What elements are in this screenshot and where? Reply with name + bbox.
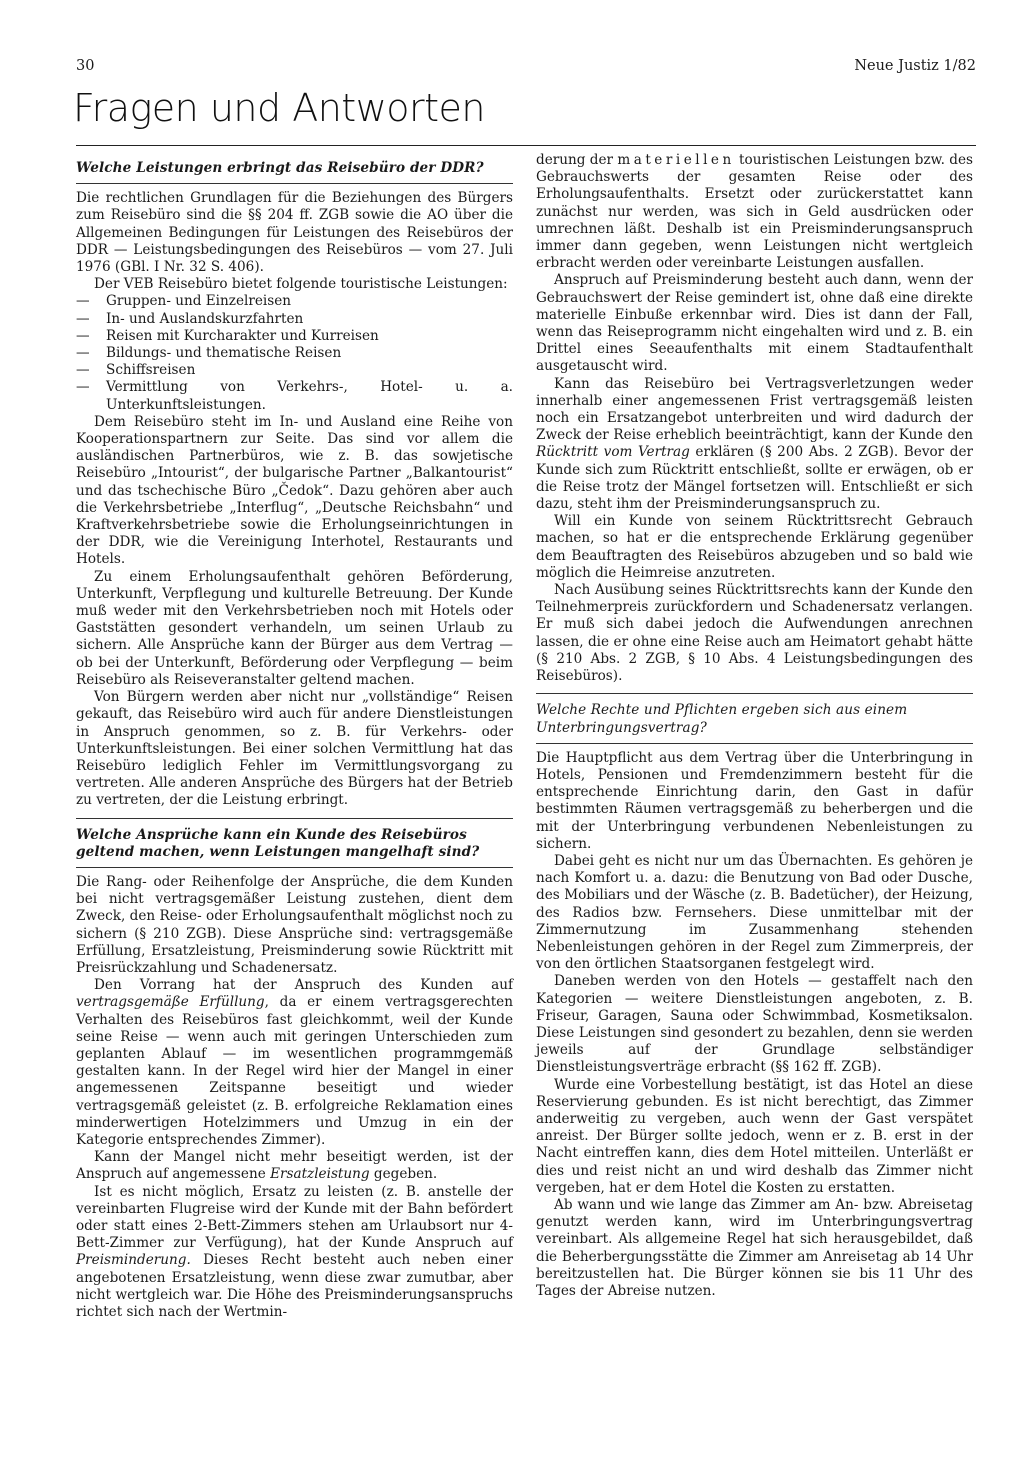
paragraph: Anspruch auf Preisminderung besteht auch dann, wenn der Gebrauchswert der Reise gemindert ist, ohne daß eine direkte materielle Einbuße erkennbar wird. Dies ist dann der Fall, wenn das Reiseprogramm nicht eingehalten wird und z. B. ein Drittel eines Seeaufenthalts mit einem Stadtaufenthalt ausgetauscht wird. <box>536 272 973 375</box>
list-item: — Reisen mit Kurcharakter und Kurreisen <box>76 328 513 345</box>
paragraph: Die rechtlichen Grundlagen für die Beziehungen des Bürgers zum Reisebüro sind die §§ 204 ff. ZGB sowie die AO über die Allgemeinen Bedingungen für Leistungen des Reisebüros der DDR — Leistungsbedingungen des Reisebüros — vom 27. Juli 1976 (GBl. I Nr. 32 S. 406). <box>76 190 513 276</box>
emphasis: Rücktritt vom Vertrag <box>536 444 690 461</box>
question-rule <box>76 818 513 819</box>
paragraph <box>536 376 973 514</box>
journal-issue: Neue Justiz 1/82 <box>854 58 976 74</box>
right-column <box>536 152 973 1300</box>
title-rule <box>76 145 976 146</box>
list-item: — Schiffsreisen <box>76 362 513 379</box>
paragraph: Wurde eine Vorbestellung bestätigt, ist das Hotel an diese Reservierung gebunden. Es ist nicht berechtigt, das Zimmer anderweitig zu vergeben, auch wenn der Gast verspätet anreist. Der Bürger sollte jedoch, wenn er z. B. erst in der Nacht eintreffen kann, dies dem Hotel mitteilen. Unterläßt er dies und reist nicht an und wird deshalb das Zimmer nicht vergeben, hat er dem Hotel die Kosten zu erstatten. <box>536 1076 973 1196</box>
question-heading-1: Welche Leistungen erbringt das Reisebüro der DDR? <box>76 160 484 176</box>
service-list <box>76 293 513 413</box>
paragraph: Dabei geht es nicht nur um das Übernachten. Es gehören je nach Komfort u. a. dazu: die Benutzung von Bad oder Dusche, des Mobiliars und der Wäsche (z. B. Badetücher), der Heizung, des Radios bzw. Fernsehers. Diese unmittelbar mit der Zimmernutzung im Zusammenhang stehenden Nebenleistungen gehören in der Regel zum Zimmerpreis, der von den örtlichen Staatsorganen festgelegt wird. <box>536 852 973 973</box>
question-rule <box>76 867 513 868</box>
text-run: erklären (§ 200 Abs. 2 ZGB). Bevor der Kunde sich zum Rücktritt entschließt, sollte er erwägen, ob er die Reise trotz der Mängel fortsetzen will. Entschließt er sich dazu, steht ihm der Preisminderungsanspruch zu. <box>536 444 973 513</box>
paragraph <box>76 1184 513 1322</box>
question-heading-2: Welche Ansprüche kann ein Kunde des Reisebüros geltend machen, wenn Leistungen mangelhaft sind? <box>76 826 480 860</box>
question-rule <box>536 743 973 744</box>
paragraph: Dem Reisebüro steht im In- und Ausland eine Reihe von Kooperationspartnern zur Seite. Das sind vor allem die ausländischen Partnerbüros, wie z. B. das sowjetische Reisebüro „Intourist“, der bulgarische Partner „Balkantourist“ und das tschechische Büro „Čedok“. Dazu gehören aber auch die Verkehrsbetriebe „Interflug“, „Deutsche Reichsbahn“ und Kraftverkehrsbetriebe sowie die Erholungseinrichtungen in der DDR, wie die Vereinigung Interhotel, Restaurants und Hotels. <box>76 413 513 568</box>
text-run: gegeben. <box>369 1166 438 1183</box>
paragraph: Ab wann und wie lange das Zimmer am An- bzw. Abreisetag genutzt werden kann, wird im Unterbringungsvertrag vereinbart. Als allgemeine Regel hat sich herausgebildet, daß die Beherbergungsstätte die Zimmer am Anreisetag ab 14 Uhr bereitzustellen hat. Die Bürger können sie bis 11 Uhr des Tages der Abreise nutzen. <box>536 1196 973 1299</box>
spaced-emphasis: materiellen <box>617 152 735 168</box>
emphasis: vertragsgemäße Erfüllung <box>76 994 265 1011</box>
text-run: Kann das Reisebüro bei Vertragsverletzungen weder innerhalb einer angemessenen Frist vertragsgemäß leisten noch ein Ersatzangebot unterbreiten und wird dadurch der Zweck der Reise erheblich beeinträchtigt, kann der Kunde den <box>536 375 973 444</box>
paragraph <box>76 977 513 1149</box>
paragraph: Die Rang- oder Reihenfolge der Ansprüche, die dem Kunden bei nicht vertragsgemäßer Leistung zustehen, dient dem Zweck, den Reise- oder Erholungsaufenthalt möglichst noch zu sichern (§ 210 ZGB). Diese Ansprüche sind: vertragsgemäße Erfüllung, Ersatzleistung, Preisminderung sowie Rücktritt mit Preisrückzahlung und Schadenersatz. <box>76 873 513 976</box>
list-item: — Bildungs- und thematische Reisen <box>76 345 513 362</box>
emphasis: Preisminderung. <box>76 1252 191 1269</box>
paragraph <box>536 152 973 272</box>
paragraph: Der VEB Reisebüro bietet folgende touristische Leistungen: <box>94 276 508 293</box>
question-rule <box>76 183 513 184</box>
list-item: — In- und Auslandskurzfahrten <box>76 311 513 328</box>
paragraph: Will ein Kunde von seinem Rücktrittsrecht Gebrauch machen, so hat er die entsprechende Erklärung gegenüber dem Beauftragten des Reisebüros abzugeben und so bald wie möglich die Heimreise anzutreten. <box>536 513 973 581</box>
paragraph: Zu einem Erholungsaufenthalt gehören Beförderung, Unterkunft, Verpflegung und kulturelle Betreuung. Der Kunde muß weder mit den Verkehrsbetrieben noch mit Hotels oder Gaststätten gesondert verhandeln, um seinen Urlaub zu sichern. Alle Ansprüche kann der Bürger aus dem Vertrag — ob bei der Unterkunft, Beförderung oder Verpflegung — beim Reisebüro als Reiseveranstalter geltend machen. <box>76 568 513 688</box>
page-title: Fragen und Antworten <box>73 86 486 130</box>
left-column <box>76 152 513 1321</box>
text-run: Den Vorrang hat der Anspruch des Kunden auf <box>94 977 513 994</box>
paragraph: Von Bürgern werden aber nicht nur „vollständige“ Reisen gekauft, das Reisebüro wird auch für andere Dienstleistungen in Anspruch genommen, so z. B. für Verkehrs- oder Unterkunftsleistungen. Bei einer solchen Vermittlung hat das Reisebüro lediglich Fehler im Vermittlungsvorgang zu vertreten. Alle anderen Ansprüche des Bürgers hat der Betrieb zu vertreten, der die Leistung erbringt. <box>76 689 513 809</box>
text-run: Ist es nicht möglich, Ersatz zu leisten (z. B. anstelle der vereinbarten Flugreise wird der Kunde mit der Bahn befördert oder statt eines 2-Bett-Zimmers stehen am Urlaubsort nur 4-Bett-Zimmer zur Verfügung), hat der Kunde Anspruch auf <box>76 1183 513 1252</box>
text-run: touristischen Leistungen bzw. des Gebrauchswerts der gesamten Reise oder des Erholungsaufenthalts. Ersetzt oder zurückerstattet kann zunächst nur werden, was sich in Geld ausdrücken oder umrechnen läßt. Deshalb ist ein Preisminderungsanspruch immer dann gegeben, wenn Leistungen nicht wertgleich erbracht werden oder vereinbarte Leistungen ausfallen. <box>536 152 973 272</box>
list-item: — Vermittlung von Verkehrs-, Hotel- u. a. Unterkunftsleistungen. <box>76 379 513 413</box>
question-heading-3: Welche Rechte und Pflichten ergeben sich aus einem Unterbringungsvertrag? <box>536 702 908 736</box>
paragraph: Daneben werden von den Hotels — gestaffelt nach den Kategorien — weitere Dienstleistungen angeboten, z. B. Friseur, Garagen, Sauna oder Schwimmbad, Kosmetiksalon. Diese Leistungen sind gesondert zu bezahlen, denn sie werden jeweils auf der Grundlage selbständiger Dienstleistungsverträge erbracht (§§ 162 ff. ZGB). <box>536 973 973 1076</box>
text-run: Dieses Recht besteht auch neben einer angebotenen Ersatzleistung, wenn diese zwar zumutbar, aber nicht wertgleich war. Die Höhe des Preisminderungsanspruchs richtet sich nach der Wertmin- <box>76 1252 513 1320</box>
page-number: 30 <box>76 58 95 74</box>
page-header <box>76 58 976 80</box>
text-run: Kann der Mangel nicht mehr beseitigt werden, ist der Anspruch auf angemessene <box>76 1149 513 1183</box>
paragraph: Die Hauptpflicht aus dem Vertrag über die Unterbringung in Hotels, Pensionen und Fremdenzimmern besteht für die entsprechende Einrichtung darin, den Gast in dafür bestimmten Räumen vertragsgemäß zu beherbergen und die mit der Unterbringung verbundenen Nebenleistungen zu sichern. <box>536 749 973 852</box>
text-run: , da er einem vertragsgerechten Verhalten des Reisebüros fast gleichkommt, weil der Kunde seine Reise — wenn auch mit geringen Unterschieden zum geplanten Ablauf — im wesentlichen programmgemäß gestalten kann. In der Regel wird hier der Mangel in einer angemessenen Zeitspanne beseitigt und wieder vertragsgemäß geleistet (z. B. erfolgreiche Reklamation eines minderwertigen Hotelzimmers und Umzug in ein der Kategorie entsprechendes Zimmer). <box>76 994 513 1148</box>
question-rule <box>536 693 973 694</box>
paragraph <box>76 1149 513 1183</box>
text-run: derung der <box>536 152 618 168</box>
paragraph: Nach Ausübung seines Rücktrittsrechts kann der Kunde den Teilnehmerpreis zurückfordern und Schadenersatz verlangen. Er muß sich dabei jedoch die Aufwendungen anrechnen lassen, die er ohne eine Reise auch am Heimatort gehabt hätte (§ 210 Abs. 2 ZGB, § 10 Abs. 4 Leistungsbedingungen des Reisebüros). <box>536 582 973 685</box>
list-item: — Gruppen- und Einzelreisen <box>76 293 513 310</box>
emphasis: Ersatzleistung <box>270 1166 370 1183</box>
